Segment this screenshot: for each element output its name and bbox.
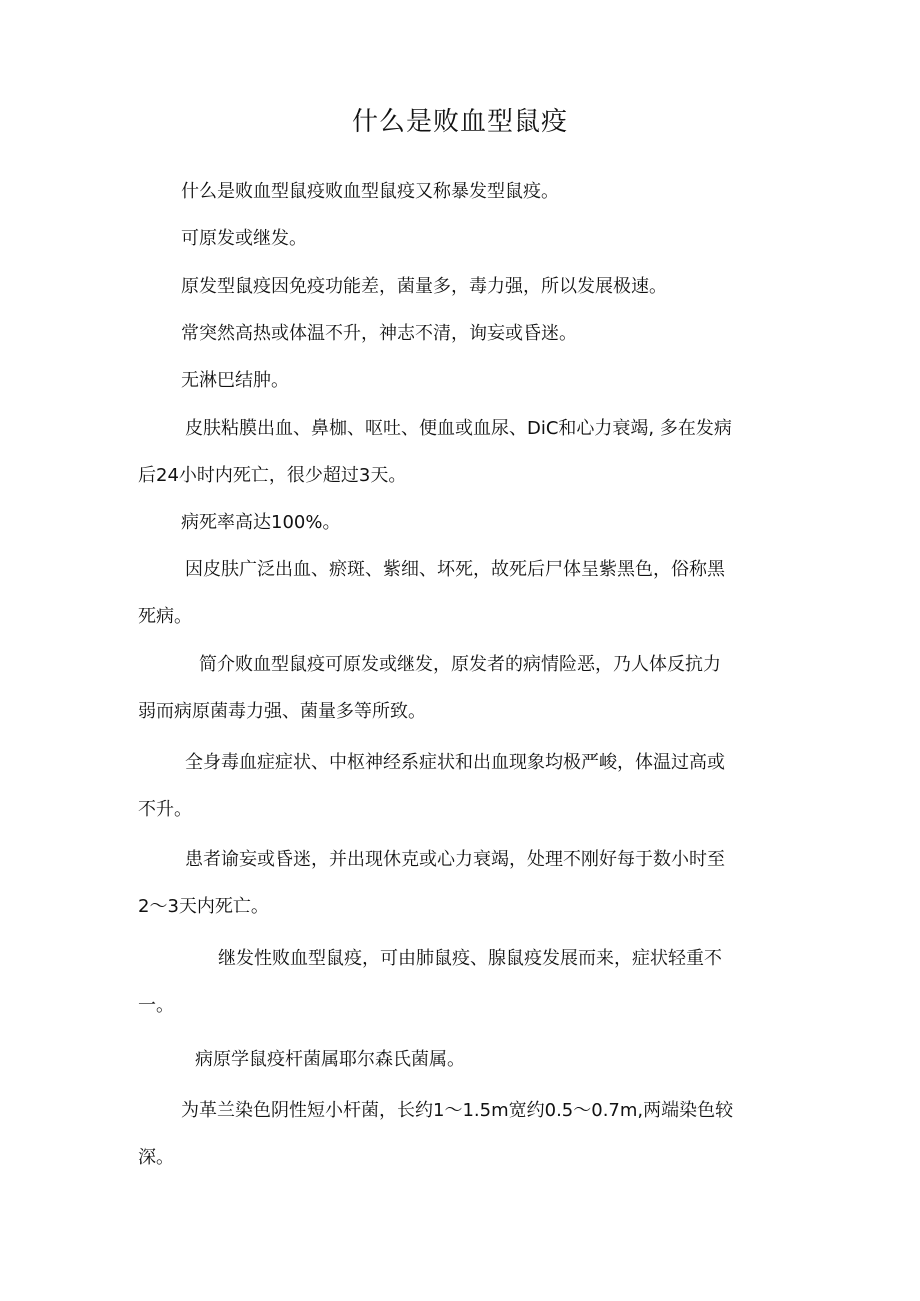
- paragraph-line: 皮肤粘膜出血、鼻枷、呕吐、便血或血尿、DiC和心力衰竭, 多在发病: [185, 418, 732, 439]
- paragraph: [138, 641, 788, 735]
- paragraph: [138, 836, 788, 930]
- paragraph: [138, 499, 788, 546]
- paragraph-line: 可原发或继发。: [181, 228, 307, 249]
- paragraph-line: 2〜3天内死亡。: [138, 896, 269, 917]
- paragraph-line: 继发性败血型鼠疫，可由肺鼠疫、腺鼠疫发展而来，症状轻重不: [218, 948, 722, 969]
- paragraph-line: 因皮肤广泛出血、瘀斑、紫细、坏死，故死后尸体呈紫黑色，俗称黑: [185, 559, 725, 580]
- paragraph-line: 常突然高热或体温不升，神志不清，询妄或昏迷。: [181, 323, 577, 344]
- paragraph-line: 病原学鼠疫杆菌属耶尔森氏菌属。: [195, 1049, 465, 1070]
- paragraph-line: 为革兰染色阴性短小杆菌，长约1〜1.5m宽约0.5〜0.7m,两端染色较: [181, 1100, 734, 1121]
- paragraph-line: 深。: [138, 1147, 174, 1168]
- paragraph: [138, 739, 788, 833]
- paragraph-line: 弱而病原菌毒力强、菌量多等所致。: [138, 701, 426, 722]
- paragraph: [138, 935, 788, 1029]
- paragraph-line: 不升。: [138, 799, 192, 820]
- paragraph-line: 什么是败血型鼠疫败血型鼠疫又称暴发型鼠疫。: [181, 181, 559, 202]
- paragraph-line: 无淋巴结肿。: [181, 370, 289, 391]
- paragraph: [138, 1087, 788, 1181]
- paragraph: [138, 546, 788, 640]
- paragraph: [138, 357, 788, 404]
- paragraph-line: 原发型鼠疫因免疫功能差，菌量多，毒力强，所以发展极速。: [181, 276, 667, 297]
- paragraph-line: 后24小时内死亡，很少超过3天。: [138, 465, 407, 486]
- paragraph: [138, 215, 788, 262]
- paragraph-line: 全身毒血症症状、中枢神经系症状和出血现象均极严峻，体温过高或: [185, 752, 725, 773]
- paragraph: [138, 405, 788, 499]
- paragraph-line: 病死率高达100%。: [181, 512, 341, 533]
- paragraph-line: 一。: [138, 995, 174, 1016]
- paragraph: [138, 310, 788, 357]
- document-title: 什么是败血型鼠疫: [351, 107, 568, 137]
- paragraph-line: 患者谕妄或昏迷，并出现休克或心力衰竭，处理不刚好每于数小时至: [185, 849, 725, 870]
- paragraph-line: 简介败血型鼠疫可原发或继发，原发者的病情险恶，乃人体反抗力: [199, 654, 721, 675]
- paragraph: [138, 263, 788, 310]
- paragraph-line: 死病。: [138, 606, 192, 627]
- paragraph: [138, 168, 788, 215]
- paragraph: [138, 1036, 788, 1083]
